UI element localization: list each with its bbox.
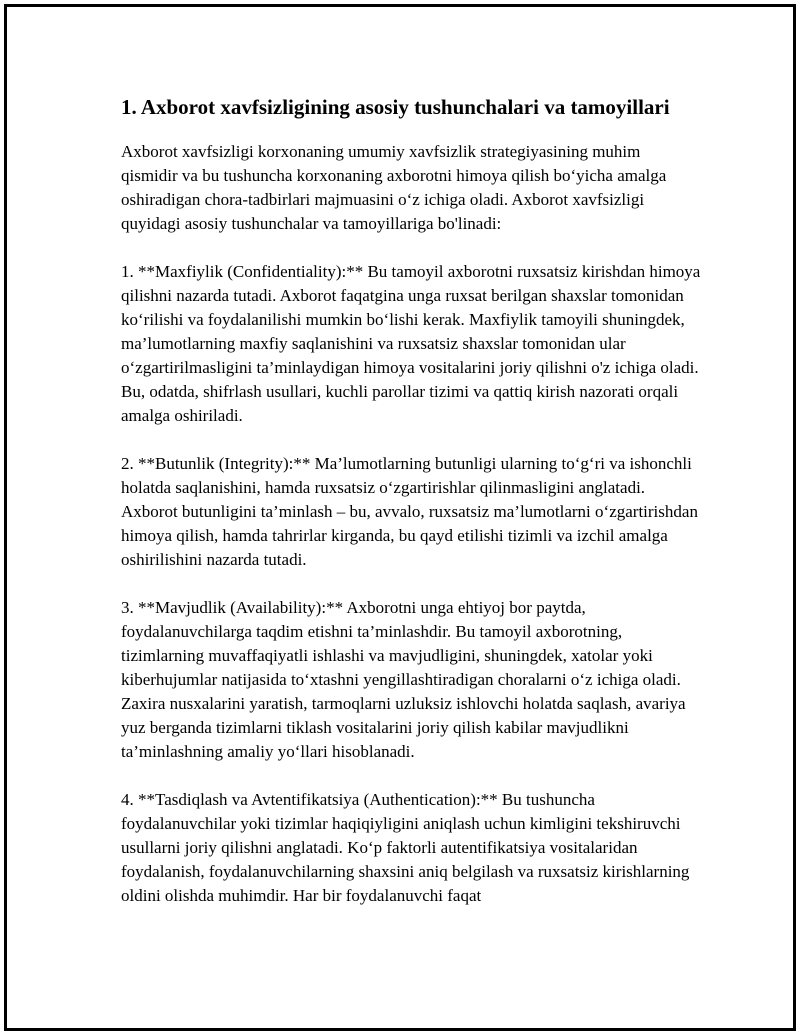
section-title: 1. Axborot xavfsizligining asosiy tushunchalari va tamoyillari [121, 95, 670, 119]
intro-paragraph: Axborot xavfsizligi korxonaning umumiy xavfsizlik strategiyasining muhim qismidir va bu tushuncha korxonaning axborotni himoya qilish bo‘yicha amalga oshiradigan chora-tadbirlari majmuasini o‘z ichiga oladi. Axborot xavfsizligi quyidagi asosiy tushunchalar va tamoyillariga bo'linadi: [121, 142, 667, 233]
document-content [121, 94, 701, 908]
authentication-paragraph: 4. **Tasdiqlash va Avtentifikatsiya (Authentication):** Bu tushuncha foydalanuvchilar yoki tizimlar haqiqiyligini aniqlash uchun kimligini tekshiruvchi usullarni joriy qilishni anglatadi. Ko‘p faktorli autentifikatsiya vositalaridan foydalanish, foydalanuvchilarning shaxsini aniq belgilash va ruxsatsiz kirishlarning oldini olishda muhimdir. Har bir foydalanuvchi faqat [121, 790, 690, 905]
document-page [4, 4, 796, 1031]
availability-paragraph: 3. **Mavjudlik (Availability):** Axborotni unga ehtiyoj bor paytda, foydalanuvchilarga taqdim etishni ta’minlashdir. Bu tamoyil axborotning, tizimlarning muvaffaqiyatli ishlashi va mavjudligini, shuningdek, xatolar yoki kiberhujumlar natijasida to‘xtashni yengillashtiradigan choralarni o‘z ichiga oladi. Zaxira nusxalarini yaratish, tarmoqlarni uzluksiz ishlovchi holatda saqlash, avariya yuz berganda tizimlarni tiklash vositalarini joriy qilish kabilar mavjudlikni ta’minlashning amaliy yo‘llari hisoblanadi. [121, 598, 686, 761]
confidentiality-paragraph: 1. **Maxfiylik (Confidentiality):** Bu tamoyil axborotni ruxsatsiz kirishdan himoya qilishni nazarda tutadi. Axborot faqatgina unga ruxsat berilgan shaxslar tomonidan ko‘rilishi va foydalanilishi mumkin bo‘lishi kerak. Maxfiylik tamoyili shuningdek, ma’lumotlarning maxfiy saqlanishini va ruxsatsiz shaxslar tomonidan ular o‘zgartirilmasligini ta’minlaydigan himoya vositalarini joriy qilishni o'z ichiga oladi. Bu, odatda, shifrlash usullari, kuchli parollar tizimi va qattiq kirish nazorati orqali amalga oshiriladi. [121, 262, 701, 425]
integrity-paragraph: 2. **Butunlik (Integrity):** Ma’lumotlarning butunligi ularning to‘g‘ri va ishonchli holatda saqlanishini, hamda ruxsatsiz o‘zgartirishlar qilinmasligini anglatadi. Axborot butunligini ta’minlash – bu, avvalo, ruxsatsiz ma’lumotlarni o‘zgartirishdan himoya qilish, hamda tahrirlar kirganda, bu qayd etilishi tizimli va izchil amalga oshirilishini nazarda tutadi. [121, 454, 698, 569]
